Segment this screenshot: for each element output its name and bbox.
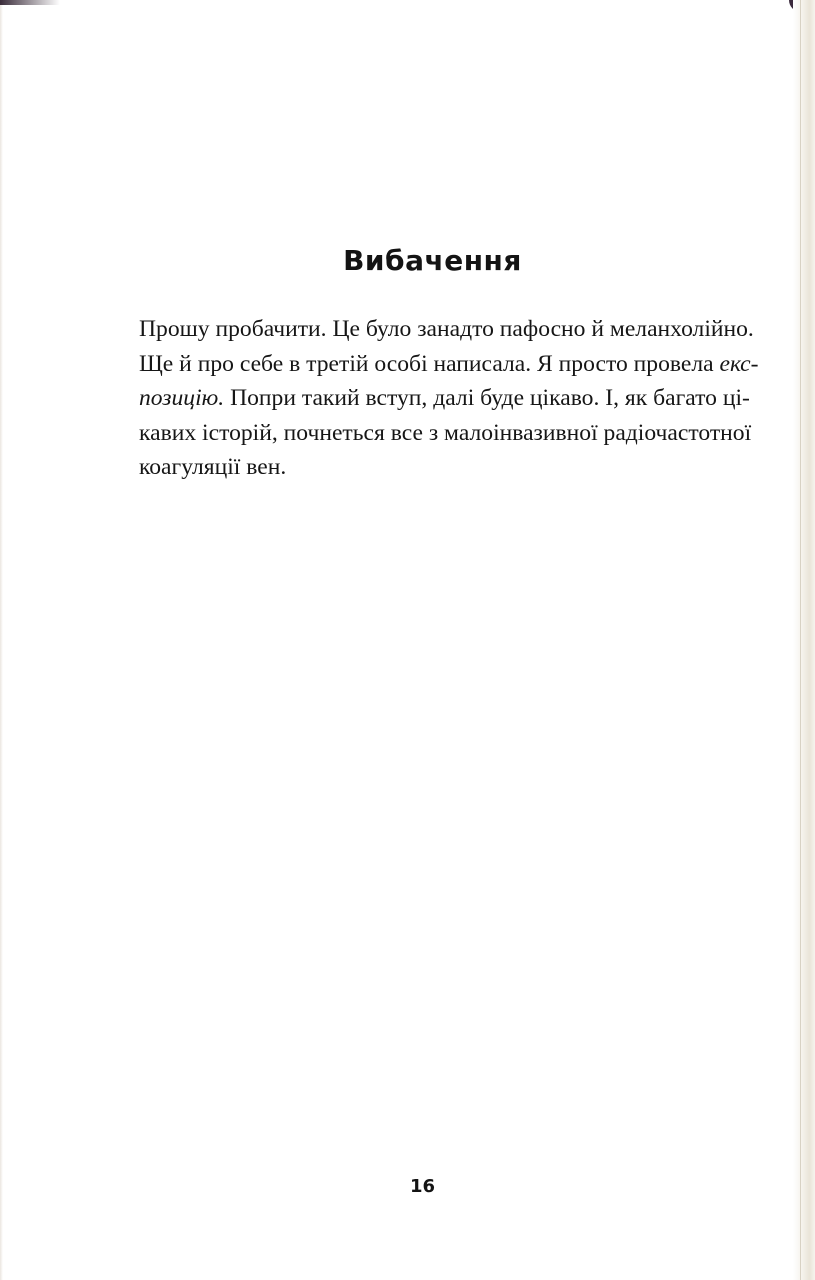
paragraph-line-4: кавих історій, почнеться все з малоінвазивної радіочастотної — [139, 419, 752, 446]
page-edge-line — [800, 0, 801, 1280]
paragraph-line-3: позицію. Попри такий вступ, далі буде цікаво. І, як багато ці- — [139, 385, 750, 411]
paragraph-line-1: Прошу пробачити. Це було занадто пафосно й меланхолійно. — [139, 316, 754, 342]
chapter-title: Вибачення — [343, 244, 522, 277]
italic-word: екс- — [719, 350, 759, 377]
page-number: 16 — [409, 1176, 436, 1197]
italic-word: позицію. — [139, 385, 225, 411]
page-left-edge — [0, 0, 3, 1280]
page-corner-shadow — [0, 0, 60, 5]
paragraph-line-2: Ще й про себе в третій особі написала. Я просто провела екс- — [139, 350, 759, 377]
paragraph-line-5: коагуляції вен. — [139, 454, 287, 480]
page-right-edge — [793, 0, 815, 1280]
body-paragraph — [139, 312, 759, 485]
